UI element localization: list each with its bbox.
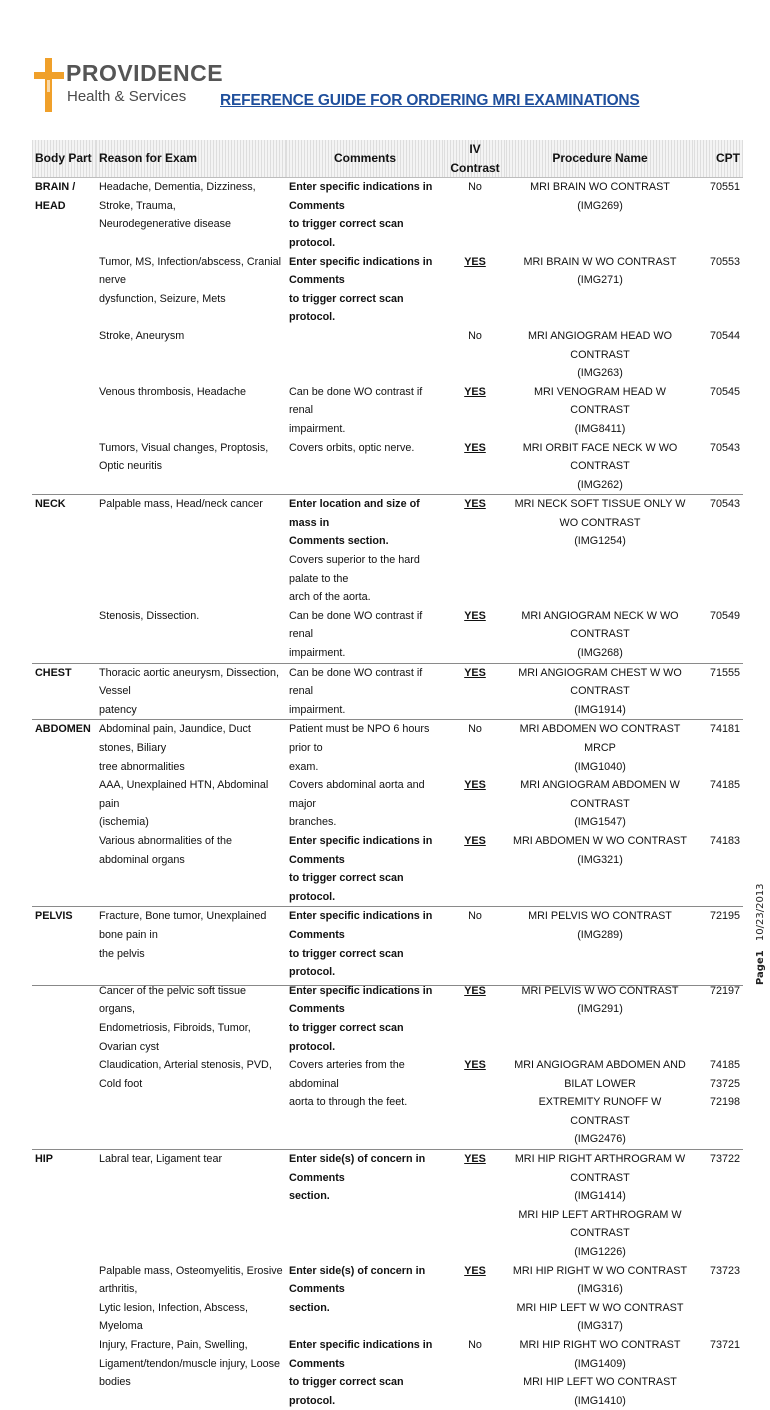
iv-contrast-cell: YES [444, 663, 506, 720]
cell-line: Enter side(s) of concern in Comments [289, 1153, 426, 1184]
cell-line: 73722 [709, 1153, 740, 1166]
table-row [32, 253, 743, 327]
cell-line: (IMG1254) [574, 535, 626, 548]
cpt-cell [694, 383, 743, 439]
cell-line: 70543 [709, 498, 740, 511]
cell-line: Covers superior to the hard palate to the [289, 554, 420, 585]
cell-line: Comments section. [289, 535, 389, 548]
cell-line: (IMG2476) [574, 1133, 626, 1146]
page-number: Page1 [755, 950, 766, 985]
bottom-rule [32, 985, 743, 986]
cell-line: Endometriosis, Fibroids, Tumor, Ovarian cyst [99, 1021, 251, 1053]
cell-line: Fracture, Bone tumor, Unexplained bone pain in [99, 910, 267, 941]
cell-line: impairment. [289, 422, 346, 435]
reason-cell [96, 832, 286, 907]
cell-line: 73721 [709, 1339, 740, 1351]
table-body [32, 178, 743, 1410]
cell-line: MRI ANGIOGRAM ABDOMEN AND BILAT LOWER [514, 1059, 686, 1090]
cpt-cell [694, 178, 743, 253]
procedure-cell [506, 776, 694, 832]
cell-line: 73725 [709, 1077, 740, 1090]
comments-cell [286, 907, 444, 982]
cell-line: MRI ANGIOGRAM CHEST W WO CONTRAST [518, 666, 682, 698]
body-part-cell [32, 982, 96, 1056]
table-row [32, 607, 743, 663]
cell-line: Can be done WO contrast if renal [289, 609, 423, 641]
comments-cell [286, 495, 444, 607]
procedure-cell [506, 327, 694, 383]
procedure-cell [506, 1150, 694, 1262]
cell-line: (IMG1410) [574, 1394, 626, 1407]
cell-line: section. [289, 1190, 330, 1203]
reason-cell [96, 1336, 286, 1410]
cell-line: the pelvis [99, 947, 145, 960]
iv-contrast-cell: YES [464, 1059, 486, 1072]
iv-contrast-cell: YES [444, 1150, 506, 1262]
cell-line: Cancer of the pelvic soft tissue organs, [99, 984, 247, 1016]
comments-cell [286, 439, 444, 495]
cell-line: MRI HIP RIGHT W WO CONTRAST [512, 1264, 688, 1277]
comments-cell [286, 327, 444, 383]
iv-contrast-cell: YES [464, 779, 486, 792]
reason-cell [96, 982, 286, 1056]
cell-line: to trigger correct scan protocol. [289, 292, 404, 324]
cell-line: Enter specific indications in Comments [289, 910, 433, 941]
comments-cell [286, 1262, 444, 1336]
cell-line: Venous thrombosis, Headache [99, 385, 247, 398]
comments-cell [286, 1056, 444, 1149]
cell-line: to trigger correct scan protocol. [289, 1376, 404, 1407]
table-row [32, 982, 743, 1056]
cell-line: Labral tear, Ligament tear [99, 1153, 223, 1166]
cell-line: MRI PELVIS WO CONTRAST [528, 910, 672, 923]
body-part-cell: HIP [32, 1150, 96, 1262]
body-part-cell [32, 832, 96, 907]
cell-line: Abdominal pain, Jaundice, Duct stones, Biliary [99, 723, 251, 754]
cell-line: 72195 [709, 910, 740, 923]
reason-cell [96, 720, 286, 776]
iv-contrast-cell: YES [464, 1264, 486, 1277]
cpt-cell [694, 607, 743, 663]
cpt-cell [694, 439, 743, 495]
table-row [32, 776, 743, 832]
cell-line: dysfunction, Seizure, Mets [99, 292, 226, 305]
cell-line: (IMG269) [577, 199, 623, 212]
cell-line: MRI ANGIOGRAM ABDOMEN W CONTRAST [520, 779, 680, 810]
cell-line: Patient must be NPO 6 hours prior to [289, 723, 430, 754]
cell-line: Enter location and size of mass in [289, 498, 420, 529]
reason-cell [96, 178, 286, 253]
cell-line: 70549 [709, 609, 740, 622]
reason-cell [96, 776, 286, 832]
cell-line: to trigger correct scan protocol. [289, 1021, 404, 1053]
body-part-cell: NECK [32, 495, 96, 607]
table-row [32, 495, 743, 607]
cell-line: MRI HIP LEFT WO CONTRAST [523, 1376, 677, 1389]
col-header-cpt: CPT [694, 140, 743, 178]
table-row [32, 907, 743, 982]
cell-line: aorta to through the feet. [289, 1096, 408, 1109]
logo-subtitle: Health & Services [67, 88, 187, 105]
cell-line: 70545 [709, 385, 740, 398]
cell-line: MRI VENOGRAM HEAD W CONTRAST [534, 385, 666, 417]
cell-line: Enter specific indications in Comments [289, 255, 433, 287]
mri-reference-table [32, 140, 743, 1410]
cell-line: Enter side(s) of concern in Comments [289, 1264, 426, 1296]
providence-logo [34, 58, 224, 114]
cell-line: Various abnormalities of the abdominal organs [99, 834, 233, 866]
cell-line: 70544 [709, 329, 740, 342]
procedure-cell [506, 1262, 694, 1336]
cell-line: Lytic lesion, Infection, Abscess, Myeloma [99, 1301, 249, 1333]
iv-contrast-cell: YES [464, 255, 486, 268]
cell-line: (IMG316) [577, 1283, 623, 1296]
comments-cell [286, 982, 444, 1056]
cpt-cell [694, 982, 743, 1056]
cell-line: MRI ORBIT FACE NECK W WO CONTRAST [522, 441, 678, 473]
cell-line: arch of the aorta. [289, 591, 371, 604]
cell-line: 70553 [709, 255, 740, 268]
cell-line: MRI NECK SOFT TISSUE ONLY W WO CONTRAST [514, 498, 686, 529]
body-part-cell [32, 327, 96, 383]
body-part-cell [32, 1056, 96, 1149]
reason-cell [96, 383, 286, 439]
cell-line: EXTREMITY RUNOFF W CONTRAST [538, 1096, 662, 1127]
cell-line: tree abnormalities [99, 760, 185, 773]
reason-cell [96, 439, 286, 495]
cpt-cell [694, 253, 743, 327]
procedure-cell [506, 1336, 694, 1410]
footer-date: 10/23/2013 [755, 883, 766, 942]
cell-line: impairment. [289, 703, 346, 716]
cell-line: 72197 [709, 984, 740, 997]
procedure-cell [506, 832, 694, 907]
cell-line: section. [289, 1301, 330, 1314]
table-row [32, 178, 743, 253]
cell-line: 73723 [709, 1264, 740, 1277]
cell-line: Neurodegenerative disease [99, 218, 232, 231]
cell-line: 74181 [709, 723, 740, 736]
cell-line: Enter specific indications in Comments [289, 984, 433, 1016]
col-header-procedure: Procedure Name [506, 140, 694, 178]
cell-line: MRI ANGIOGRAM HEAD WO CONTRAST [528, 329, 672, 361]
cell-line: Claudication, Arterial stenosis, PVD, Cold foot [99, 1059, 272, 1090]
cell-line: MRI HIP LEFT ARTHROGRAM W CONTRAST [518, 1208, 682, 1240]
body-part-cell [32, 1262, 96, 1336]
iv-contrast-cell: YES [464, 385, 486, 398]
cell-line: impairment. [289, 647, 346, 660]
cell-line: MRI HIP RIGHT ARTHROGRAM W CONTRAST [514, 1153, 686, 1184]
table-row [32, 832, 743, 907]
cell-line: Can be done WO contrast if renal [289, 385, 423, 417]
body-part-cell [32, 1336, 96, 1410]
cpt-cell [694, 720, 743, 776]
cell-line: (IMG291) [577, 1003, 623, 1016]
cell-line: 74185 [709, 1059, 740, 1072]
cpt-cell [694, 907, 743, 982]
cell-line: MRI PELVIS W WO CONTRAST [521, 984, 679, 997]
table-row [32, 327, 743, 383]
cell-line: (IMG1547) [574, 816, 626, 829]
iv-contrast-cell: No [468, 1339, 482, 1351]
reason-cell [96, 907, 286, 982]
cell-line: Can be done WO contrast if renal [289, 666, 423, 698]
table-row [32, 383, 743, 439]
table-row [32, 1336, 743, 1410]
procedure-cell [506, 253, 694, 327]
cell-line: Headache, Dementia, Dizziness, Stroke, Trauma, [99, 181, 256, 212]
comments-cell [286, 663, 444, 720]
table-row [32, 1056, 743, 1149]
comments-cell [286, 720, 444, 776]
reason-cell [96, 1150, 286, 1262]
comments-cell [286, 253, 444, 327]
procedure-cell [506, 720, 694, 776]
iv-contrast-cell: YES [464, 984, 486, 997]
cpt-cell [694, 832, 743, 907]
body-part-cell [32, 607, 96, 663]
cell-line: 70543 [709, 441, 740, 454]
cell-line: (IMG321) [577, 853, 623, 866]
cell-line: (IMG8411) [574, 422, 626, 435]
cell-line: Covers arteries from the abdominal [289, 1059, 405, 1090]
cell-line: (IMG317) [577, 1320, 623, 1333]
cell-line: Enter specific indications in Comments [289, 181, 433, 212]
cell-line: Covers abdominal aorta and major [289, 779, 425, 810]
logo-name: PROVIDENCE [66, 60, 224, 86]
cpt-cell [694, 1336, 743, 1410]
iv-contrast-cell: No [468, 329, 482, 342]
iv-contrast-cell: YES [464, 834, 486, 847]
cpt-cell [694, 663, 743, 720]
cpt-cell [694, 776, 743, 832]
reason-cell [96, 663, 286, 720]
iv-contrast-cell: No [468, 181, 482, 194]
comments-cell [286, 776, 444, 832]
iv-contrast-cell: YES [464, 609, 486, 622]
body-part-cell: CHEST [32, 663, 96, 720]
cell-line: to trigger correct scan protocol. [289, 218, 404, 249]
header-row [32, 140, 743, 178]
procedure-cell [506, 607, 694, 663]
cell-line: (ischemia) [99, 816, 149, 829]
cell-line: AAA, Unexplained HTN, Abdominal pain [99, 779, 269, 810]
cell-line: Palpable mass, Osteomyelitis, Erosive arthritis, [99, 1264, 283, 1296]
cell-line: (IMG1226) [574, 1246, 626, 1259]
iv-contrast-cell: YES [464, 441, 486, 454]
cross-icon [34, 58, 64, 112]
comments-cell [286, 1150, 444, 1262]
body-part-cell: BRAIN / HEAD [35, 181, 76, 212]
cpt-cell [694, 1150, 743, 1262]
procedure-cell [506, 178, 694, 253]
cell-line: (IMG271) [577, 274, 623, 287]
cpt-cell [694, 327, 743, 383]
cell-line: Injury, Fracture, Pain, Swelling, [99, 1339, 248, 1351]
cell-line: (IMG1914) [574, 703, 626, 716]
iv-contrast-cell: No [444, 907, 506, 982]
cell-line: exam. [289, 760, 319, 773]
cpt-cell [694, 1056, 743, 1149]
cell-line: (IMG1409) [574, 1357, 626, 1370]
table-row [32, 720, 743, 776]
reason-cell [96, 607, 286, 663]
cell-line: (IMG1040) [574, 760, 626, 773]
table-row [32, 1150, 743, 1262]
cell-line: MRI HIP RIGHT WO CONTRAST [519, 1339, 681, 1351]
cell-line: MRI ABDOMEN W WO CONTRAST [513, 834, 687, 847]
cell-line: (IMG263) [577, 367, 623, 380]
reason-cell [96, 1056, 286, 1149]
iv-contrast-cell: No [444, 720, 506, 776]
cell-line: (IMG1414) [574, 1190, 626, 1203]
page-title: REFERENCE GUIDE FOR ORDERING MRI EXAMINATIONS [220, 92, 640, 109]
cell-line: MRI BRAIN WO CONTRAST [530, 181, 670, 194]
cell-line: 72198 [709, 1096, 740, 1109]
cell-line: to trigger correct scan protocol. [289, 947, 404, 979]
comments-cell [286, 1336, 444, 1410]
col-header-reason: Reason for Exam [96, 140, 286, 178]
cell-line: (IMG289) [577, 928, 623, 941]
cell-line: Stroke, Aneurysm [99, 329, 185, 342]
cell-line: Ligament/tendon/muscle injury, Loose bodies [99, 1357, 281, 1389]
reason-cell [96, 327, 286, 383]
cell-line: MRI BRAIN W WO CONTRAST [523, 255, 677, 268]
body-part-cell [32, 439, 96, 495]
cell-line: 74183 [709, 834, 740, 847]
comments-cell [286, 607, 444, 663]
comments-cell [286, 383, 444, 439]
procedure-cell [506, 495, 694, 607]
table-row [32, 663, 743, 720]
col-header-comments: Comments [286, 140, 444, 178]
cell-line: (IMG262) [577, 478, 623, 491]
iv-contrast-cell: YES [444, 495, 506, 607]
cpt-cell [694, 1262, 743, 1336]
cell-line: 71555 [709, 666, 740, 679]
cell-line: Thoracic aortic aneurysm, Dissection, Vessel [99, 666, 280, 698]
cell-line: (IMG268) [577, 647, 623, 660]
reason-cell [96, 495, 286, 607]
col-header-body-part: Body Part [32, 140, 96, 178]
reason-cell [96, 253, 286, 327]
procedure-cell [506, 982, 694, 1056]
cell-line: Tumor, MS, Infection/abscess, Cranial nerve [99, 255, 282, 287]
cell-line: Palpable mass, Head/neck cancer [99, 498, 263, 511]
page-footer [755, 883, 766, 985]
procedure-cell [506, 663, 694, 720]
body-part-cell: PELVIS [32, 907, 96, 982]
cell-line: Tumors, Visual changes, Proptosis, Optic neuritis [99, 441, 269, 473]
cell-line: MRI ABDOMEN WO CONTRAST MRCP [519, 723, 681, 754]
cell-line: 70551 [709, 181, 740, 194]
cell-line: to trigger correct scan protocol. [289, 872, 404, 903]
table-row [32, 439, 743, 495]
cell-line: branches. [289, 816, 337, 829]
cell-line: patency [99, 703, 137, 716]
cell-line: Stenosis, Dissection. [99, 609, 200, 622]
procedure-cell [506, 1056, 694, 1149]
cell-line: Covers orbits, optic nerve. [289, 441, 415, 454]
cell-line: MRI HIP LEFT W WO CONTRAST [516, 1301, 684, 1314]
comments-cell [286, 178, 444, 253]
body-part-cell: ABDOMEN [32, 720, 96, 776]
comments-cell [286, 832, 444, 907]
cell-line: Enter specific indications in Comments [289, 1339, 433, 1370]
reason-cell [96, 1262, 286, 1336]
cell-line: Enter specific indications in Comments [289, 834, 433, 866]
body-part-cell [32, 253, 96, 327]
procedure-cell [506, 907, 694, 982]
cell-line: 74185 [709, 779, 740, 792]
cell-line: MRI ANGIOGRAM NECK W WO CONTRAST [521, 609, 679, 641]
table-row [32, 1262, 743, 1336]
col-header-iv-contrast: IV Contrast [444, 140, 506, 178]
procedure-cell [506, 383, 694, 439]
cpt-cell [694, 495, 743, 607]
body-part-cell [32, 383, 96, 439]
procedure-cell [506, 439, 694, 495]
body-part-cell [32, 776, 96, 832]
